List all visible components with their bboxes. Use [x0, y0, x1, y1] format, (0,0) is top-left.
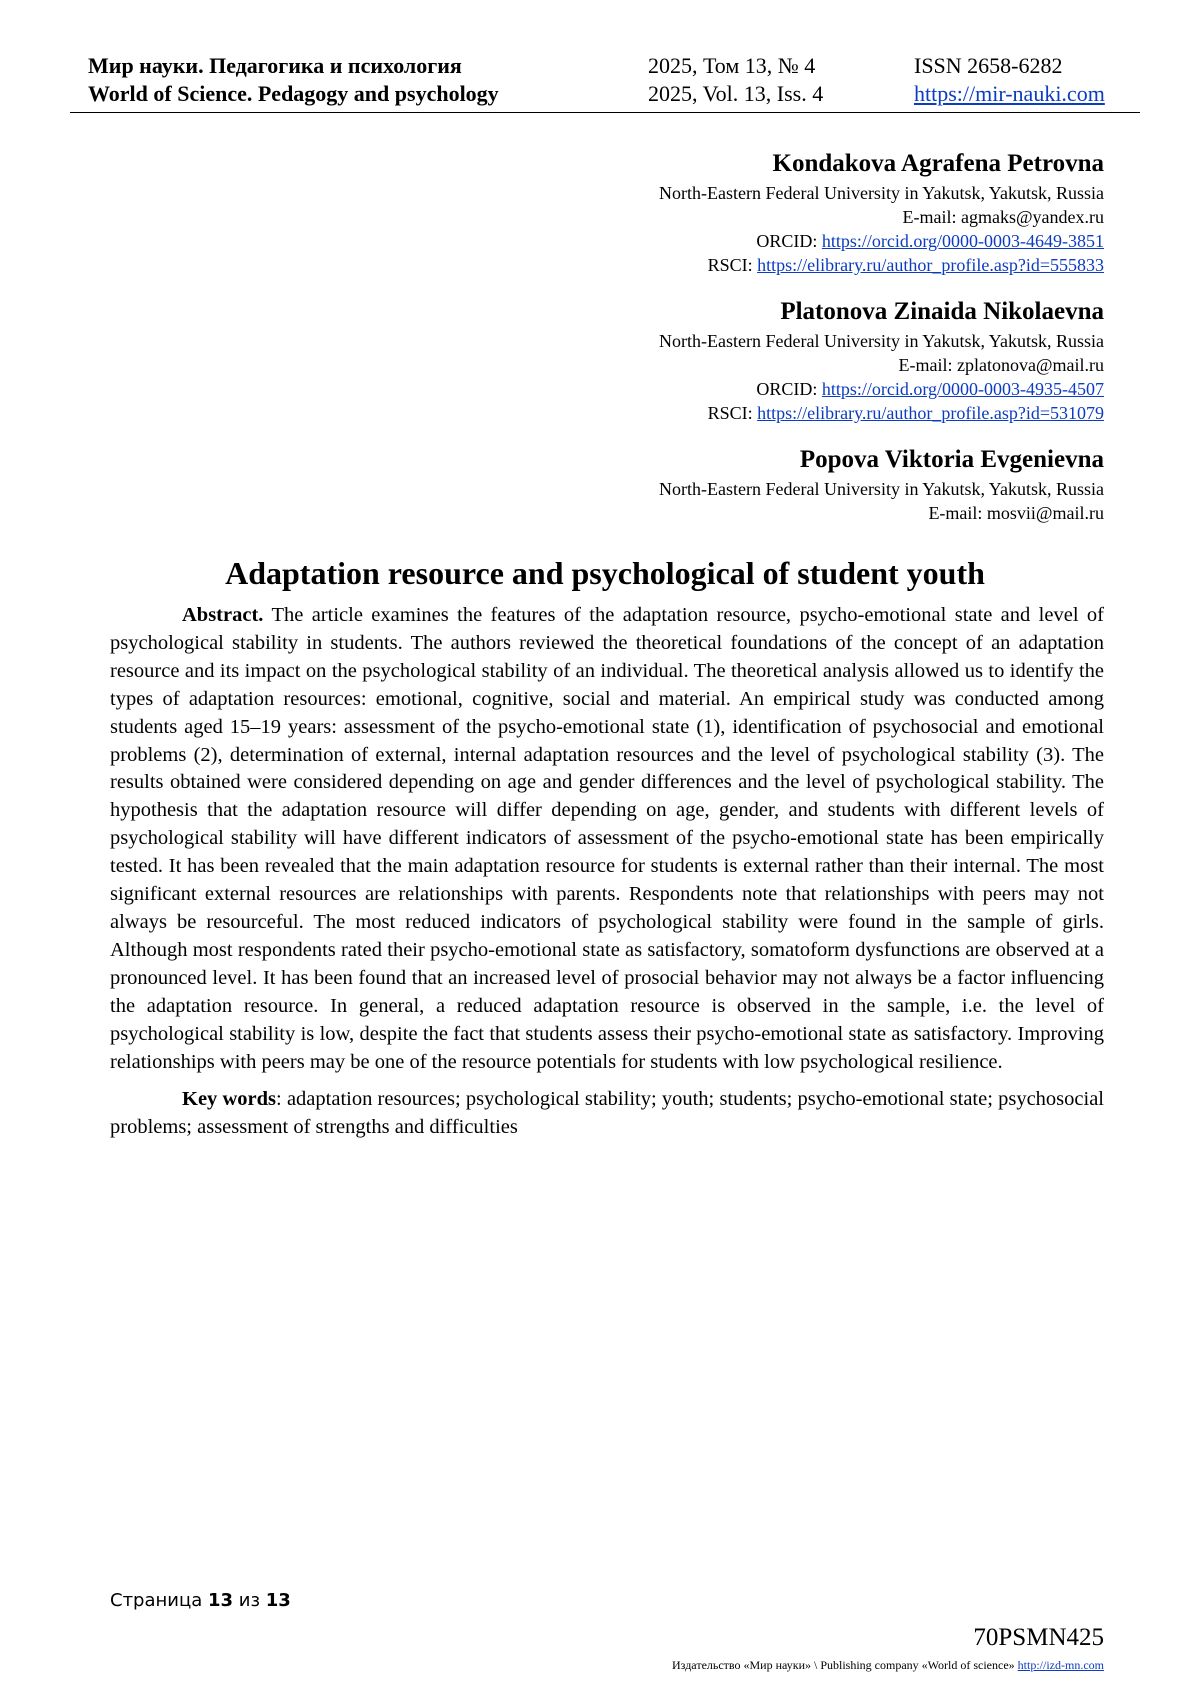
rsci-link[interactable]: https://elibrary.ru/author_profile.asp?id=555833	[757, 255, 1104, 275]
author-2	[404, 295, 1104, 425]
header-row-en	[70, 80, 1140, 108]
orcid-link[interactable]: https://orcid.org/0000-0003-4649-3851	[821, 231, 1104, 251]
publisher-text: Издательство «Мир науки» \ Publishing company «World of science»	[672, 1658, 1018, 1672]
author-name: Popova Viktoria Evgenievna	[799, 446, 1104, 473]
page-separator: из	[233, 1590, 266, 1611]
publisher-line	[672, 1658, 1104, 1673]
author-orcid	[404, 229, 1104, 253]
author-orcid	[404, 377, 1104, 401]
page-current: 13	[207, 1590, 234, 1611]
page-number	[110, 1590, 291, 1611]
author-email: E-mail: mosvii@mail.ru	[928, 503, 1104, 523]
abstract-paragraph	[110, 602, 1104, 1076]
author-affiliation: North-Eastern Federal University in Yakutsk, Yakutsk, Russia	[659, 331, 1104, 351]
abstract-section	[110, 602, 1104, 1142]
page-total: 13	[265, 1590, 291, 1611]
authors-block	[404, 147, 1104, 543]
author-name: Platonova Zinaida Nikolaevna	[780, 298, 1104, 325]
author-email: E-mail: zplatonova@mail.ru	[898, 355, 1104, 375]
issue-en: 2025, Vol. 13, Iss. 4	[648, 81, 824, 106]
keywords-paragraph	[110, 1086, 1104, 1142]
author-1	[404, 147, 1104, 277]
journal-header	[70, 52, 1140, 108]
author-rsci	[404, 401, 1104, 425]
page-prefix: Страница	[110, 1590, 208, 1611]
orcid-label: ORCID:	[756, 231, 822, 251]
issue-ru: 2025, Том 13, № 4	[648, 53, 816, 78]
issn: ISSN 2658-6282	[914, 53, 1063, 78]
rsci-link[interactable]: https://elibrary.ru/author_profile.asp?id=531079	[757, 403, 1104, 423]
author-affiliation: North-Eastern Federal University in Yakutsk, Yakutsk, Russia	[659, 479, 1104, 499]
rsci-label: RSCI:	[707, 255, 758, 275]
abstract-text: The article examines the features of the adaptation resource, psycho-emotional state and level of psychological stability in students. The authors reviewed the theoretical foundations of the concept of an adaptation resource and its impact on the psychological stability of an individual. The theoretical analysis allowed us to identify the types of adaptation resources: emotional, cognitive, social and material. An empirical study was conducted among students aged 15–19 years: assessment of the psycho-emotional state (1), identification of psychosocial and emotional problems (2), determination of external, internal adaptation resources and the level of psychological stability (3). The results obtained were considered depending on age and gender differences and the level of psychological stability. The hypothesis that the adaptation resource will differ depending on age, gender, and students with different levels of psychological stability will have different indicators of assessment of the psycho-emotional state has been empirically tested. It has been revealed that the main adaptation resource for students is external rather than their internal. The most significant external resources are relationships with parents. Respondents note that relationships with peers may not always be resourceful. The most reduced indicators of psychological stability were found in the sample of girls. Although most respondents rated their psycho-emotional state as satisfactory, somatoform dysfunctions are observed at a pronounced level. It has been found that an increased level of prosocial behavior may not always be a factor influencing the adaptation resource. In general, a reduced adaptation resource is observed in the sample, i.e. the level of psychological stability is low, despite the fact that students assess their psycho-emotional state as satisfactory. Improving relationships with peers may be one of the resource potentials for students with low psychological resilience.	[110, 604, 1104, 1073]
orcid-label: ORCID:	[756, 379, 822, 399]
author-rsci	[404, 253, 1104, 277]
keywords-label: Key words	[182, 1088, 277, 1111]
abstract-label: Abstract.	[182, 604, 264, 626]
rsci-label: RSCI:	[707, 403, 758, 423]
journal-title-ru: Мир науки. Педагогика и психология	[88, 53, 462, 78]
keywords-text: : adaptation resources; psychological stability; youth; students; psycho-emotional state; psychosocial problems; assessment of strengths and difficulties	[110, 1088, 1105, 1139]
author-name: Kondakova Agrafena Petrovna	[772, 150, 1104, 177]
author-affiliation: North-Eastern Federal University in Yakutsk, Yakutsk, Russia	[659, 183, 1104, 203]
journal-title-en: World of Science. Pedagogy and psychology	[88, 81, 499, 106]
header-row-ru	[70, 52, 1140, 80]
publisher-link[interactable]: http://izd-mn.com	[1017, 1658, 1104, 1672]
journal-website-link[interactable]: https://mir-nauki.com	[914, 81, 1105, 106]
orcid-link[interactable]: https://orcid.org/0000-0003-4935-4507	[821, 379, 1104, 399]
article-title: Adaptation resource and psychological of student youth	[225, 555, 985, 591]
author-3	[404, 443, 1104, 525]
author-email: E-mail: agmaks@yandex.ru	[902, 207, 1104, 227]
article-code: 70PSMN425	[973, 1624, 1104, 1651]
header-divider	[70, 112, 1140, 113]
